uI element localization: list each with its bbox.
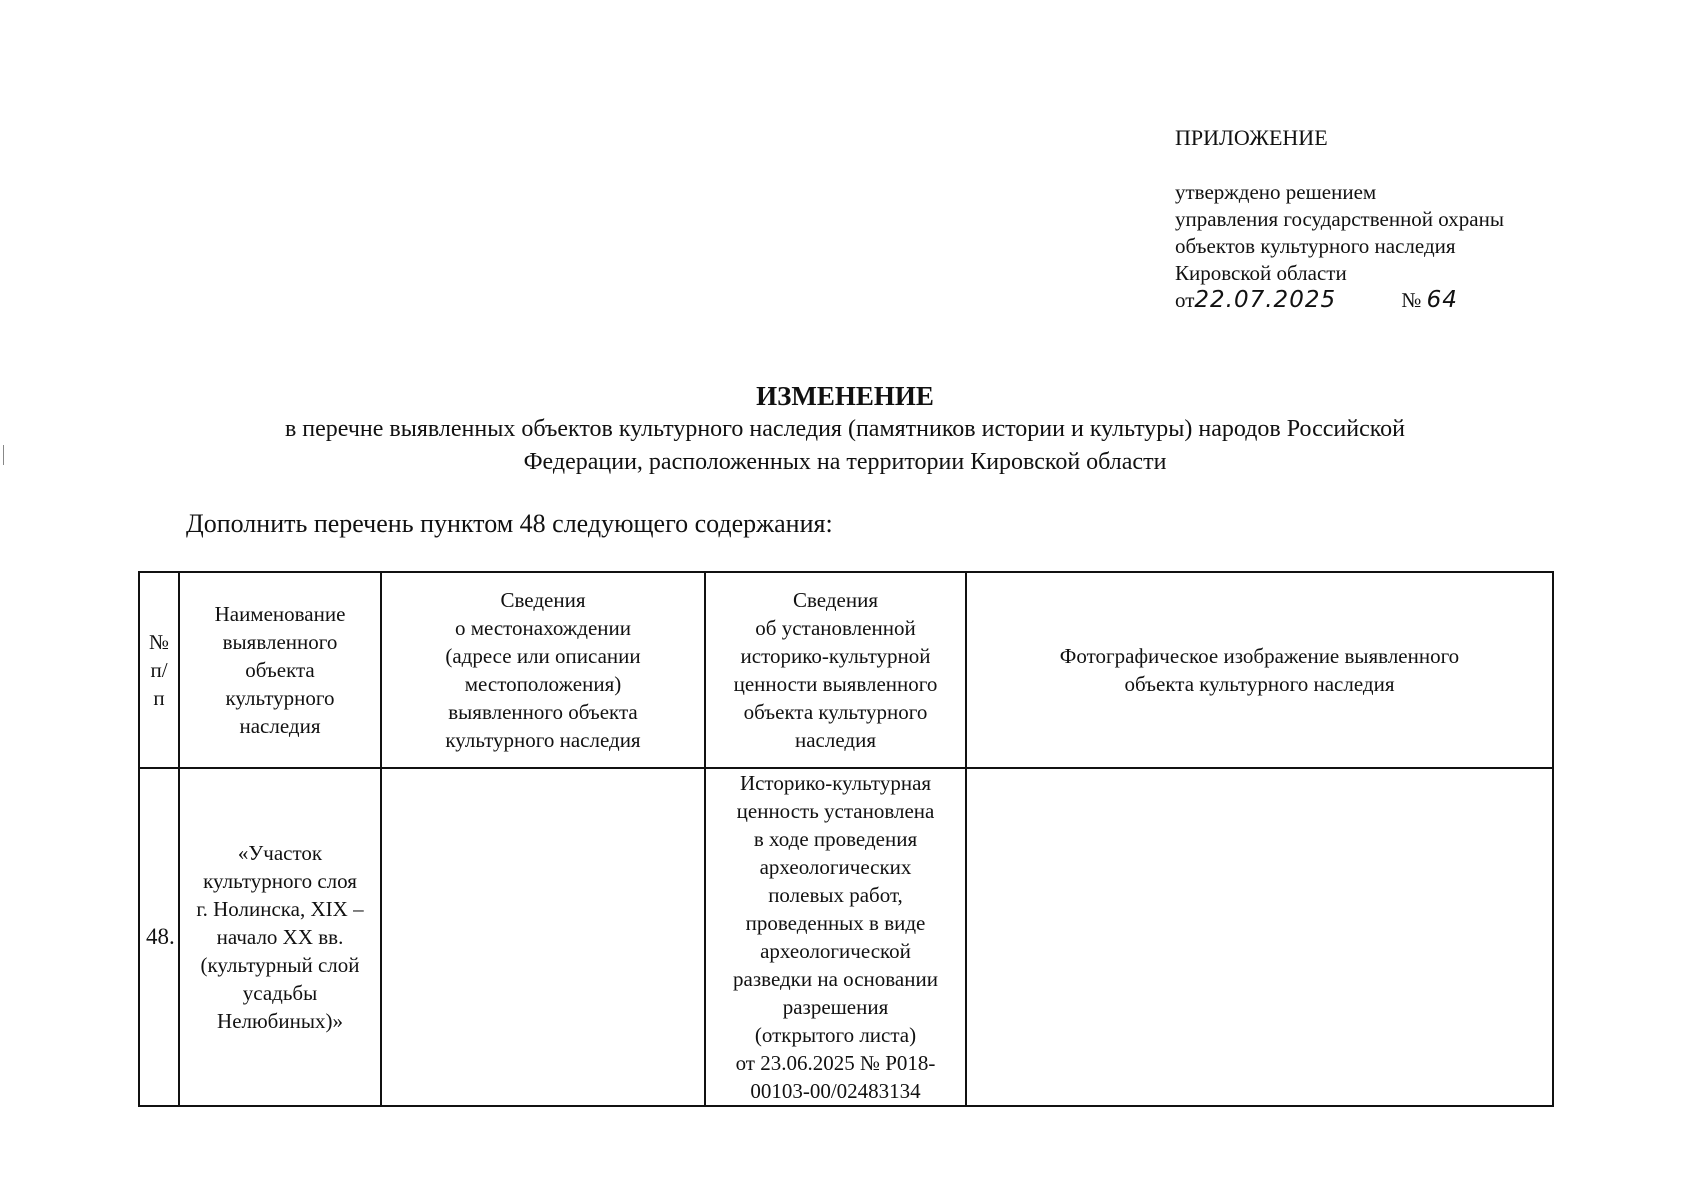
header-object-name: Наименование выявленного объекта культурного наследия xyxy=(179,572,381,768)
date-prefix: от xyxy=(1175,288,1195,312)
header-location: Сведения о местонахождении (адресе или описании местоположения) выявленного объекта культурного наследия xyxy=(381,572,705,768)
document-subtitle: в перечне выявленных объектов культурного наследия (памятников истории и культуры) народов Российской Федерации, расположенных на территории Кировской области xyxy=(284,416,1406,475)
approved-line: утверждено решением xyxy=(1175,180,1377,204)
header-number: № п/ п xyxy=(139,572,179,768)
approved-line: объектов культурного наследия xyxy=(1175,234,1456,258)
heritage-objects-table xyxy=(138,571,1554,1107)
header-photo: Фотографическое изображение выявленного объекта культурного наследия xyxy=(966,572,1553,768)
decision-number-handwritten: 64 xyxy=(1426,287,1458,313)
cell-location xyxy=(381,768,705,1106)
approved-line: управления государственной охраны xyxy=(1175,207,1504,231)
cell-photo xyxy=(966,768,1553,1106)
decision-date-line xyxy=(1175,287,1504,314)
decision-date-handwritten: 22.07.2025 xyxy=(1194,287,1337,313)
document-heading xyxy=(160,380,1530,479)
approved-line: Кировской области xyxy=(1175,261,1347,285)
intro-paragraph: Дополнить перечень пунктом 48 следующего содержания: xyxy=(186,509,833,538)
cell-object-name: «Участок культурного слоя г. Нолинска, XIX – начало XX вв. (культурный слой усадьбы Нелюбиных)» xyxy=(179,768,381,1106)
appendix-title: ПРИЛОЖЕНИЕ xyxy=(1175,125,1328,150)
scan-edge-mark xyxy=(3,445,4,465)
appendix-block xyxy=(1175,124,1504,314)
table-header-row xyxy=(139,572,1553,768)
cell-historical-value: Историко-культурная ценность установлена в ходе проведения археологических полевых работ, проведенных в виде археологической разведки на основании разрешения (открытого листа) от 23.06.2025 № Р018- 00103-00/02483134 xyxy=(705,768,966,1106)
header-historical-value: Сведения об установленной историко-культурной ценности выявленного объекта культурного наследия xyxy=(705,572,966,768)
cell-number: 48. xyxy=(139,768,179,1106)
table-row xyxy=(139,768,1553,1106)
document-title: ИЗМЕНЕНИЕ xyxy=(756,381,934,411)
number-label: № xyxy=(1401,288,1422,312)
